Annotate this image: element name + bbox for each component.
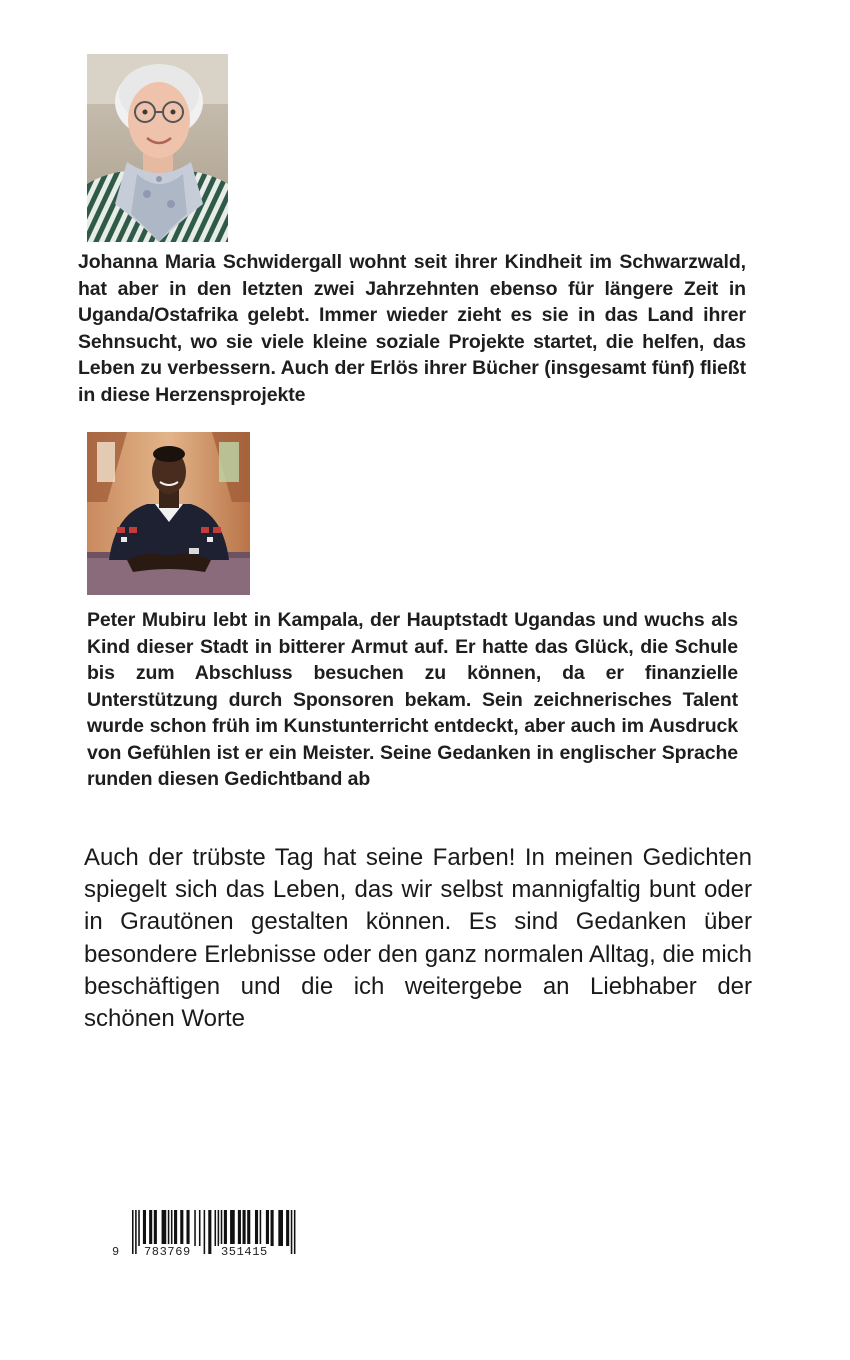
barcode-bar xyxy=(230,1210,235,1246)
isbn-prefix-digit: 9 xyxy=(112,1245,120,1259)
barcode-bar xyxy=(247,1210,250,1246)
barcode-bar xyxy=(149,1210,152,1246)
barcode-bar xyxy=(204,1210,206,1254)
barcode-bar xyxy=(243,1210,246,1246)
book-blurb: Auch der trübste Tag hat seine Farben! In meinen Gedichten spiegelt sich das Leben, das wir selbst mannigfaltig bunt oder in Grautönen gestalten können. Es sind Gedanken über besondere Erlebnisse oder den ganz normalen Alltag, die mich beschäftigen und die ich weitergebe an Liebhaber der schönen Worte xyxy=(84,844,752,1033)
author-bio-johanna: Johanna Maria Schwidergall wohnt seit ihrer Kindheit im Schwarzwald, hat aber in den letzten zwei Jahrzehnten ebenso für längere Zeit in Uganda/Ostafrika gelebt. Immer wieder zieht es sie in das Land ihrer Sehnsucht, wo sie viele kleine soziale Projekte startet, die helfen, das Leben zu verbessern. Auch der Erlös ihrer Bücher (insgesamt fünf) fließt in diese Herzensprojekte xyxy=(78,251,746,406)
barcode-bar xyxy=(266,1210,269,1246)
isbn-right-group: 351415 xyxy=(221,1245,268,1259)
author-photo-peter xyxy=(87,432,250,595)
barcode-bar xyxy=(218,1210,220,1246)
barcode-bar xyxy=(186,1210,189,1246)
barcode-bar xyxy=(162,1210,167,1246)
barcode-bar xyxy=(215,1210,217,1246)
barcode-bar xyxy=(260,1210,262,1246)
barcode-bar xyxy=(294,1210,296,1254)
barcode-bar xyxy=(199,1210,201,1246)
barcode-bar xyxy=(221,1210,223,1246)
barcode-bar xyxy=(143,1210,146,1246)
barcode-bar xyxy=(286,1210,289,1246)
barcode-bar xyxy=(168,1210,170,1246)
barcode-bar xyxy=(154,1210,157,1246)
barcode-bar xyxy=(291,1210,293,1254)
barcode-bar xyxy=(138,1210,140,1246)
barcode-bar xyxy=(194,1210,196,1246)
barcode-bar xyxy=(171,1210,173,1246)
barcode-bar xyxy=(238,1210,241,1246)
barcode-bar xyxy=(132,1210,134,1254)
barcode-bar xyxy=(278,1210,283,1246)
author-bio-peter: Peter Mubiru lebt in Kampala, der Hauptstadt Ugandas und wuchs als Kind dieser Stadt in bitterer Armut auf. Er hatte das Glück, die Schule bis zum Abschluss besuchen zu können, da er finanzielle Unterstützung durch Sponsoren bekam. Sein zeichnerisches Talent wurde schon früh im Kunstunterricht entdeckt, aber auch im Ausdruck von Gefühlen ist er ein Meister. Seine Gedanken in englischer Sprache runden diesen Gedichtband ab xyxy=(87,609,738,790)
barcode-bar xyxy=(174,1210,177,1246)
portrait-photo-icon xyxy=(87,432,250,595)
barcode-bar xyxy=(135,1210,137,1254)
portrait-photo-icon xyxy=(87,54,228,242)
author-photo-johanna xyxy=(87,54,228,242)
barcode-bar xyxy=(224,1210,227,1246)
barcode-bar xyxy=(255,1210,258,1246)
isbn-barcode xyxy=(112,1210,297,1262)
barcode-bar xyxy=(180,1210,183,1246)
barcode-bar xyxy=(271,1210,274,1246)
barcode-bar xyxy=(208,1210,211,1254)
isbn-left-group: 783769 xyxy=(144,1245,191,1259)
